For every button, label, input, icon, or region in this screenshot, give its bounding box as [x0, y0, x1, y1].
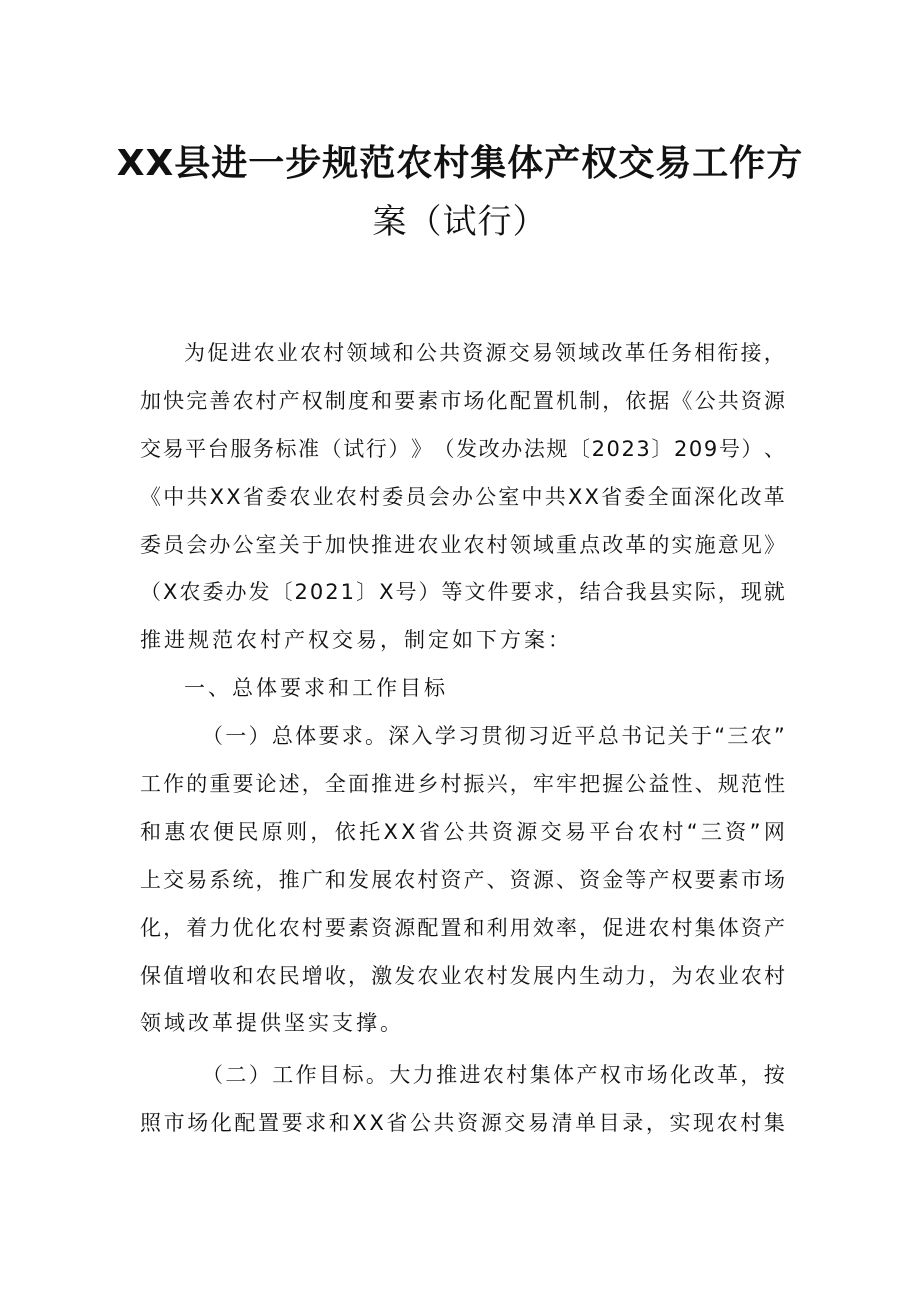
paragraph-line: 照 市 场 化 配 置 要 求 和 X X 省 公 共 资 源 交 易 清 单 目 录 ， 实 现 农 村 集	[140, 1111, 785, 1136]
paragraph-line: 和 惠 农 便 民 原 则 ， 依 托 X X 省 公 共 资 源 交 易 平 台 农 村 “ 三 资 ” 网	[140, 819, 785, 844]
document-title-line-2: 案（试行）	[372, 202, 548, 242]
paragraph-line: 上 交 易 系 统 ， 推 广 和 发 展 农 村 资 产 、 资 源 、 资 金 等 产 权 要 素 市 场	[140, 867, 785, 892]
paragraph-line: 委 员 会 办 公 室 关 于 加 快 推 进 农 业 农 村 领 域 重 点 改 革 的 实 施 意 见 》	[140, 532, 785, 557]
paragraph-line: 交 易 平 台 服 务 标 准 （ 试 行 ） 》 （ 发 改 办 法 规 〔 2 0 2 3 〕 2 0 9 号 ） 、	[140, 436, 785, 461]
document-body	[140, 330, 785, 1148]
paragraph-line: 化 ， 着 力 优 化 农 村 要 素 资 源 配 置 和 利 用 效 率 ， 促 进 农 村 集 体 资 产	[140, 915, 785, 940]
paragraph-line: 工 作 的 重 要 论 述 ， 全 面 推 进 乡 村 振 兴 ， 牢 牢 把 握 公 益 性 、 规 范 性	[140, 772, 785, 797]
paragraph-line: 领域改革提供坚实支撑。	[140, 1011, 404, 1036]
paragraph-line: 为 促 进 农 业 农 村 领 域 和 公 共 资 源 交 易 领 域 改 革 任 务 相 衔 接 ，	[184, 341, 785, 365]
paragraph-line: （ 一 ） 总 体 要 求 。 深 入 学 习 贯 彻 习 近 平 总 书 记 关 于 “ 三 农 ”	[202, 724, 785, 749]
paragraph-line: 加 快 完 善 农 村 产 权 制 度 和 要 素 市 场 化 配 置 机 制 ， 依 据 《 公 共 资 源	[140, 388, 785, 413]
paragraph-line: 《 中 共 X X 省 委 农 业 农 村 委 员 会 办 公 室 中 共 X X 省 委 全 面 深 化 改 革	[140, 484, 785, 509]
paragraph-line: （ X 农 委 办 发 〔 2 0 2 1 〕 X 号 ） 等 文 件 要 求 ， 结 合 我 县 实 际 ， 现 就	[140, 580, 785, 605]
section-heading: 一、总体要求和工作目标	[184, 676, 448, 701]
paragraph-line: 推进规范农村产权交易，制定如下方案：	[140, 628, 572, 653]
paragraph-line: 保 值 增 收 和 农 民 增 收 ， 激 发 农 业 农 村 发 展 内 生 动 力 ， 为 农 业 农 村	[140, 963, 785, 988]
paragraph-line: （ 二 ） 工 作 目 标 。 大 力 推 进 农 村 集 体 产 权 市 场 化 改 革 ， 按	[202, 1063, 785, 1088]
document-title-line-1: XX县进一步规范农村集体产权交易工作方	[116, 143, 804, 184]
